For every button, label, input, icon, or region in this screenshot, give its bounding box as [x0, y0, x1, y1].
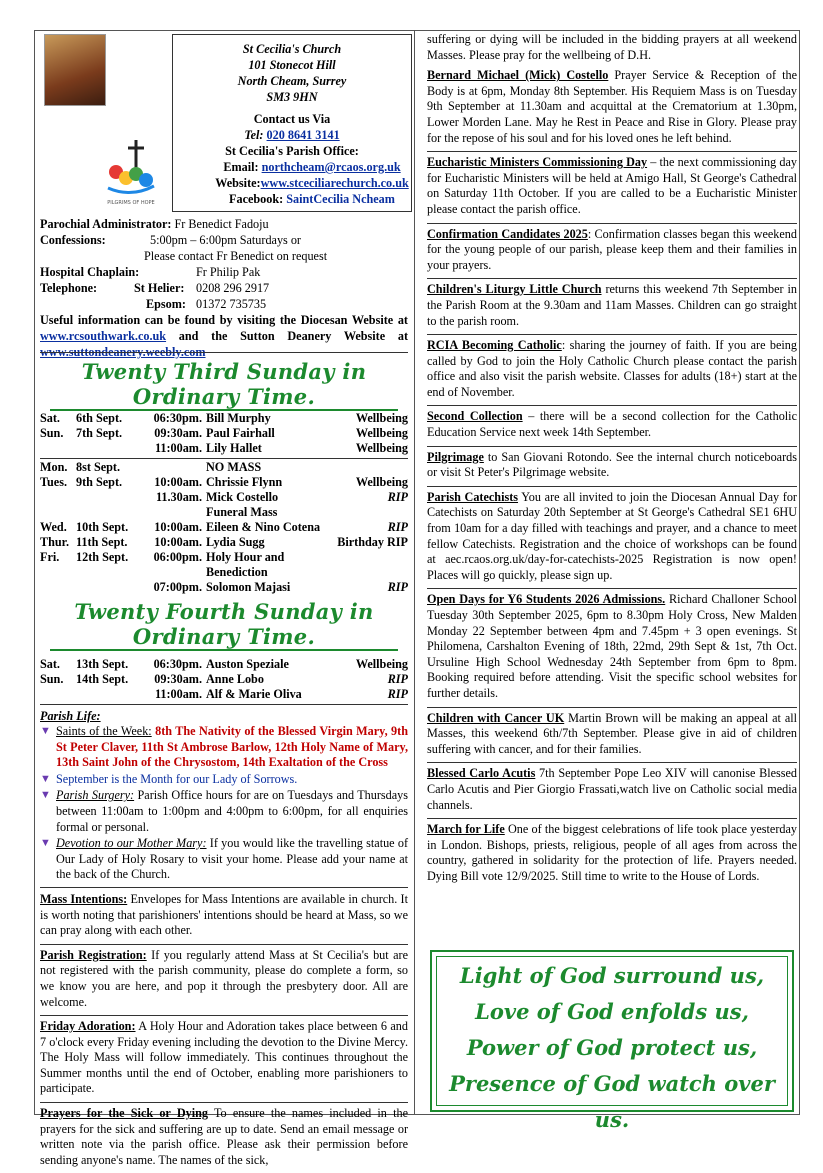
table-row — [40, 535, 408, 550]
mass-day: Tues. — [40, 475, 67, 489]
notice-text: Richard Challoner School Tuesday 30th September 2025, 6pm to 8.30pm Holy Cross, New Malden Monday 22 September between 4pm and 7.45pm + 3 open evenings. St Philomena, Carshalton Evening of 18th, 22md, 29th Sept & 1st, 7th Oct. Ursuline High School Wednesday 24th September from 6pm to 8pm. Booking required before attending. Visit the specific school websites for further details. — [427, 592, 797, 700]
notice-title: Mass Intentions: — [40, 891, 128, 906]
mass-note: Wellbeing — [355, 657, 408, 671]
notice — [40, 948, 408, 1010]
postcode: SM3 9HN — [266, 90, 318, 104]
mass-time: 11:00am. — [154, 441, 202, 455]
notice — [427, 450, 797, 481]
mass-time: 09:30am. — [154, 672, 202, 686]
table-row — [40, 475, 408, 490]
mass-note — [322, 460, 408, 475]
notice-text: To ensure the names included in the prayers for the sick and suffering are up to date. Send an email message or written note via the parish office. Please ask their permission before sending anyone's name. The names of the sick, — [40, 1106, 408, 1167]
divider — [427, 223, 797, 224]
table-row — [40, 460, 408, 475]
notice-text: : sharing the journey of faith. If you are being called by God to join the Holy Catholic Church please contact the parish office and also visit the parish website. Classes for adults (18+) start at the end of November. — [427, 338, 797, 399]
mass-date: 7th Sept. — [76, 426, 123, 440]
banner-23rd-sunday: Twenty Third Sunday in Ordinary Time. — [50, 359, 398, 411]
notice-text: One of the biggest celebrations of life took place yesterday in London. Bishops, priests, religious, people of all ages from across the country, gathered in solidarity for the protection of life. Prayers needed. Dying Bill vote 12/9/2025. Still time to write to the House of Lords. — [427, 822, 797, 883]
notice-title: Blessed Carlo Acutis — [427, 766, 536, 781]
mass-day: Mon. — [40, 460, 68, 474]
table-row — [40, 687, 408, 702]
divider — [427, 278, 797, 279]
mass-note: Birthday RIP — [337, 535, 408, 549]
notice — [427, 227, 797, 274]
notice — [427, 822, 797, 884]
prayer-box — [430, 950, 794, 1132]
email-link[interactable]: northcheam@rcaos.org.uk — [261, 160, 401, 174]
tel-label: Tel: — [244, 128, 264, 142]
divider — [40, 944, 408, 945]
notice-text: 7th September Pope Leo XIV will canonise Blessed Carlo Acutis and Pier Giorgio Frassati,watch live on Catholic social media channels. — [427, 766, 798, 812]
mass-note: RIP — [387, 490, 408, 504]
notice-text: If you regularly attend Mass at St Cecilia's but are not registered with the parish community, please do complete a form, so we know you are here, and pop it through the presbytery door. All are welcome. — [40, 947, 408, 1009]
list-item: ▼ Devotion to our Mother Mary: If you would like the travelling statue of Our Lady of Holy Rosary to visit your home. Please add your name at the back of the Church. — [40, 836, 409, 882]
notice-text: You are all invited to join the Diocesan Annual Day for Catechists on Saturday 20th September at St George's Cathedral SE1 6HU from 10am for a day filled with teachings and prayer, and a chance to meet fellow Catechists. Registration and the choice of workshops can be found at aec.rcaos.org.uk/day-for-catechists-2025 Registration is now open! Places will go quickly, please sign up. — [427, 489, 797, 582]
pilgrims-of-hope-logo — [102, 136, 160, 206]
admin-label: Parochial Administrator: — [40, 217, 172, 231]
divider — [427, 151, 797, 152]
prayer-line: Love of God enfolds us, — [475, 999, 749, 1024]
prayer-line: Power of God protect us, — [466, 1035, 758, 1060]
mass-date: 12th Sept. — [76, 550, 129, 564]
notice-title: Prayers for the Sick or Dying — [40, 1106, 208, 1121]
list-item: ▼ Parish Surgery: Parish Office hours for are on Tuesdays and Thursdays between 11:00am to 1:00pm and 4:00pm to 6:00pm, for all enquiries formal or personal. — [40, 788, 409, 834]
mass-intention: Holy Hour and Benediction — [206, 550, 285, 579]
divider — [427, 334, 797, 335]
divider — [427, 588, 797, 589]
divider — [427, 818, 797, 819]
mass-date — [76, 687, 140, 702]
mass-intention: Eileen & Nino Cotena — [206, 520, 321, 534]
notice — [427, 68, 797, 146]
notice-text: : Confirmation classes began this weekend for the young people of our parish, please keep them and their families in your prayers. — [427, 226, 797, 272]
mass-date: 14th Sept. — [76, 672, 129, 686]
mass-date: 13th Sept. — [76, 657, 129, 671]
bullet-arrow-icon: ▼ — [40, 789, 51, 802]
mass-time: 11.30am. — [155, 490, 202, 504]
mass-note: Wellbeing — [355, 411, 408, 425]
mass-day — [40, 490, 76, 520]
mass-table-weekend1 — [40, 411, 408, 456]
parish-life — [40, 709, 408, 883]
mass-date — [76, 490, 140, 520]
notice — [40, 1106, 408, 1168]
table-row — [40, 426, 408, 441]
mass-intention: Alf & Marie Oliva — [206, 687, 302, 701]
mass-day: Sun. — [40, 426, 64, 440]
mass-time: 10:00am. — [154, 520, 202, 534]
st-cecilia-image — [44, 34, 106, 106]
epsom-label: Epsom: — [146, 297, 186, 311]
mass-time: 10:00am. — [154, 535, 202, 549]
address-line1: 101 Stonecot Hill — [248, 58, 336, 72]
divider — [427, 446, 797, 447]
divider — [427, 762, 797, 763]
notice-title: Bernard Michael (Mick) Costello — [427, 68, 609, 83]
notice-text: – the next commissioning day for Eucharistic Ministers will be held at Amigo Hall, St George's Cathedral on Saturday 11th October. If you are called to be a Eucharistic Minister please contact the parish office. — [427, 155, 797, 216]
table-row — [40, 520, 408, 535]
mass-intention: NO MASS — [206, 460, 262, 474]
table-row — [40, 490, 408, 520]
office-label: St Cecilia's Parish Office: — [225, 144, 359, 158]
right-notices-2 — [427, 490, 797, 885]
deanery-link[interactable]: www.suttondeanery.weebly.com — [40, 345, 206, 359]
confessions-note: Please contact Fr Benedict on request — [144, 249, 328, 263]
bullet-arrow-icon: ▼ — [40, 772, 51, 785]
right-notices — [427, 68, 797, 481]
mass-note: Wellbeing — [355, 426, 408, 440]
epsom-number: 01372 735735 — [196, 297, 267, 311]
tel-number[interactable]: 020 8641 3141 — [266, 128, 340, 142]
mass-time: 06:30pm. — [153, 411, 202, 425]
mass-intention: Mick Costello Funeral Mass — [206, 490, 279, 519]
bullet-arrow-icon: ▼ — [40, 725, 51, 737]
table-row — [40, 672, 408, 687]
mass-day: Sun. — [40, 672, 64, 686]
prayer-line: Light of God surround us, — [459, 963, 765, 988]
table-row — [40, 580, 408, 595]
notice-title: Confirmation Candidates 2025 — [427, 226, 588, 241]
table-row — [40, 550, 408, 580]
telephone-label: Telephone: — [40, 281, 98, 295]
contact-box — [172, 34, 412, 212]
mass-date: 10th Sept. — [76, 520, 129, 534]
mass-date: 11th Sept. — [76, 535, 128, 549]
mass-day: Sat. — [40, 411, 60, 425]
website-link[interactable]: www.stceciliarechurch.co.uk — [260, 176, 409, 190]
saints-of-week: 8th The Nativity of the Blessed Virgin Mary, 9th St Peter Claver, 11th St Ambrose Barlow, 12th Holy Name of Mary, 13th Saint John of the Chrysostom, 14th Exaltation of the Cross — [56, 724, 408, 770]
mass-day: Sat. — [40, 657, 60, 671]
mass-intention: Bill Murphy — [206, 411, 271, 425]
mass-time: 10:00am. — [154, 475, 202, 489]
notice — [427, 282, 797, 329]
mass-note: RIP — [387, 687, 408, 701]
notice — [427, 711, 797, 758]
notice — [427, 155, 797, 217]
notice — [427, 338, 797, 400]
notice — [40, 892, 408, 939]
mass-day: Wed. — [40, 520, 67, 534]
chaplain-name: Fr Philip Pak — [196, 265, 261, 279]
admin-name: Fr Benedict Fadoju — [174, 217, 269, 231]
mass-intention: Auston Speziale — [206, 657, 289, 671]
left-notices — [40, 892, 408, 1169]
notice-text: Prayer Service & Reception of the Body is at 6pm, Monday 8th September. His Requiem Mass is on Tuesday 9th September at 11.30am and acquittal at the Crematorium at 1.30pm, Lower Morden Lane. May he Rest in Peace and Rise in Glory. Please pray for the repose of his soul and for his loved ones he left behind. — [427, 68, 797, 145]
notice — [40, 1019, 408, 1097]
mass-date: 8st Sept. — [76, 460, 121, 474]
notice-title: Second Collection — [427, 409, 523, 424]
notice-title: March for Life — [427, 822, 505, 837]
notice-title: Parish Registration: — [40, 947, 147, 962]
mass-note: Wellbeing — [355, 475, 408, 489]
notice-text: A Holy Hour and Adoration takes place between 6 and 7 o'clock every Friday evening including the devotion to the Divine Mercy. The Holy Mass will follow immediately. This continues throughout the Summer months until the end of October, enabling more parishioners to participate. — [40, 1019, 408, 1096]
mass-time: 11:00am. — [154, 687, 202, 701]
notice-title: Children's Liturgy Little Church — [427, 282, 602, 297]
helier-number: 0208 296 2917 — [196, 281, 270, 295]
mass-date — [76, 441, 140, 456]
website-label: Website: — [215, 176, 261, 190]
mass-day — [40, 441, 76, 456]
notice-text: Martin Brown will be making an appeal at all Masses, this weekend 6th/7th September. Please give in aid of children suffering with cancer, and for their families. — [427, 710, 797, 756]
mass-time: 09:30am. — [154, 426, 202, 440]
contact-heading: Contact us Via — [253, 112, 331, 126]
diocesan-link[interactable]: www.rcsouthwark.co.uk — [40, 329, 167, 343]
list-item: ▼ September is the Month for our Lady of Sorrows. — [40, 771, 298, 786]
divider — [427, 405, 797, 406]
mass-intention: Paul Fairhall — [206, 426, 275, 440]
notice-title: RCIA Becoming Catholic — [427, 338, 562, 353]
table-row — [40, 441, 408, 456]
mass-table-weekday — [40, 460, 408, 595]
mass-day — [40, 580, 76, 595]
divider — [40, 1102, 408, 1103]
confessions-label: Confessions: — [40, 233, 106, 247]
table-row — [40, 411, 408, 426]
useful-info: Useful information can be found by visiting the Diocesan Website at www.rcsouthwark.co.uk and the Sutton Deanery Website at www.suttondeanery.weebly.com — [40, 313, 409, 359]
mass-note — [322, 550, 408, 580]
banner-24th-sunday: Twenty Fourth Sunday in Ordinary Time. — [50, 599, 398, 651]
mass-intention: Lydia Sugg — [206, 535, 265, 549]
facebook-link[interactable]: SaintCecilia Ncheam — [286, 192, 395, 206]
notice-title: Parish Catechists — [427, 489, 519, 504]
divider — [40, 1015, 408, 1016]
address-line2: North Cheam, Surrey — [237, 74, 347, 88]
mass-intention: Solomon Majasi — [206, 580, 291, 594]
notice — [427, 490, 797, 584]
right-column — [427, 32, 797, 890]
church-name: St Cecilia's Church — [242, 42, 342, 56]
mass-date: 9th Sept. — [76, 475, 123, 489]
chaplain-label: Hospital Chaplain: — [40, 265, 140, 279]
svg-text:PILGRIMS OF HOPE: PILGRIMS OF HOPE — [107, 200, 155, 206]
helier-label: St Helier: — [134, 281, 185, 295]
divider — [427, 707, 797, 708]
mass-day: Thur. — [40, 535, 70, 549]
notice-title: Friday Adoration: — [40, 1019, 136, 1034]
mass-time: 06:30pm. — [153, 657, 202, 671]
sick-prayers-continued: suffering or dying will be included in the bidding prayers at all weekend Masses. Please pray for the wellbeing of D.H. — [427, 32, 797, 62]
column-divider — [414, 30, 415, 1115]
mass-note: RIP — [387, 580, 408, 594]
mass-note: RIP — [387, 520, 408, 534]
mass-intention: Anne Lobo — [206, 672, 264, 686]
bullet-arrow-icon: ▼ — [40, 837, 51, 850]
list-item: ▼ Saints of the Week: 8th The Nativity of the Blessed Virgin Mary, 9th St Peter Claver, 11th St Ambrose Barlow, 12th Holy Name of Mary, 13th Saint John of the Chrysostom, 14th Exaltation of the Cross — [40, 724, 408, 770]
prayer-lines — [432, 958, 792, 1138]
notice-text: – there will be a second collection for the Catholic Education Service next week 14th September. — [427, 409, 797, 440]
mass-note: RIP — [387, 672, 408, 686]
mass-date — [76, 580, 140, 595]
notice-title: Pilgrimage — [427, 449, 484, 464]
notice-title: Eucharistic Ministers Commissioning Day — [427, 155, 648, 170]
mass-day: Fri. — [40, 550, 60, 564]
mass-intention: Chrissie Flynn — [206, 475, 283, 489]
confessions-time: 5:00pm – 6:00pm Saturdays or — [150, 233, 301, 247]
notice-text: returns this weekend 7th September in the Parish Room at the 9.30am and 11am Masses. Children can go straight to the parish room. — [427, 282, 798, 328]
mass-date: 6th Sept. — [76, 411, 123, 425]
mass-table-weekend2 — [40, 657, 408, 702]
mass-intention: Lily Hallet — [206, 441, 262, 455]
notice — [427, 592, 797, 701]
mass-time: 07:00pm. — [153, 580, 202, 594]
mass-note: Wellbeing — [355, 441, 408, 455]
notice — [427, 409, 797, 440]
mass-time: 06:00pm. — [153, 550, 202, 564]
email-label: Email: — [223, 160, 259, 174]
parish-life-heading: Parish Life: — [40, 709, 101, 723]
notice-text: to San Giovani Rotondo. See the internal church noticeboards or visit St Peter's Pilgrimage website. — [427, 449, 797, 480]
notice-title: Open Days for Y6 Students 2026 Admissions. — [427, 592, 666, 607]
staff-info — [40, 216, 408, 360]
notice — [427, 766, 797, 813]
notice-text: Envelopes for Mass Intentions are available in church. It is worth noting that parishioners' intentions should be heard at Mass, so we can pray along with each other. — [40, 891, 408, 938]
mass-time — [140, 460, 206, 475]
notice-title: Children with Cancer UK — [427, 710, 565, 725]
facebook-label: Facebook: — [229, 192, 284, 206]
prayer-line: Presence of God watch over us. — [449, 1071, 775, 1132]
table-row — [40, 657, 408, 672]
mass-day — [40, 687, 76, 702]
